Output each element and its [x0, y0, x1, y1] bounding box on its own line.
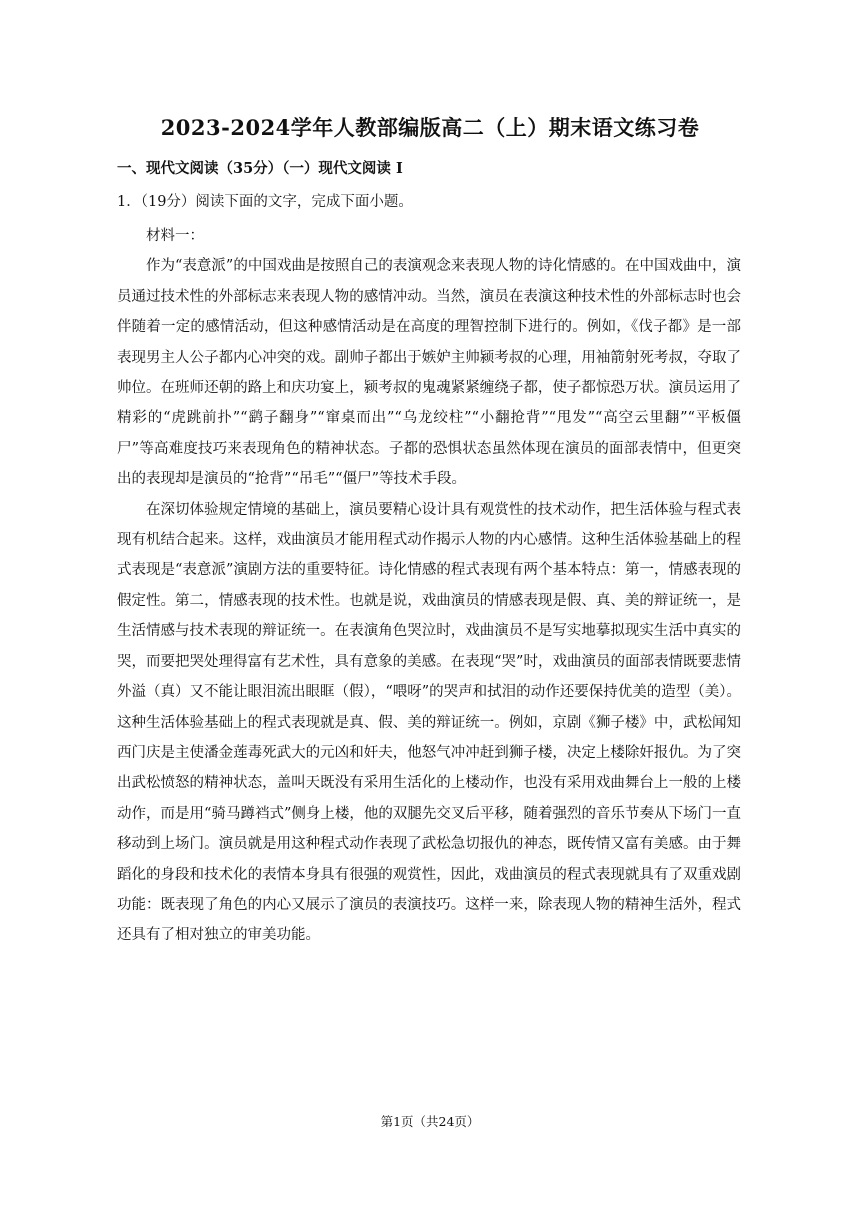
- passage-body: [117, 221, 741, 951]
- paragraph-1: 作为“表意派”的中国戏曲是按照自己的表演观念来表现人物的诗化情感的。在中国戏曲中，演员通过技术性的外部标志来表现人物的感情冲动。当然，演员在表演这种技术性的外部标志时也会伴随着一定的感情活动，但这种感情活动是在高度的理智控制下进行的。例如，《伐子都》是一部表现男主人公子都内心冲突的戏。副帅子都出于嫉妒主帅颍考叔的心理，用袖箭射死考叔，夺取了帅位。在班师还朝的路上和庆功宴上，颍考叔的鬼魂紧紧缠绕子都，使子都惊恐万状。演员运用了精彩的“虎跳前扑”“鹞子翻身”“窜桌而出”“乌龙绞柱”“小翻抢背”“甩发”“高空云里翻”“平板僵尸”等高难度技巧来表现角色的精神状态。子都的恐惧状态虽然体现在演员的面部表情中，但更突出的表现却是演员的“抢背”“吊毛”“僵尸”等技术手段。: [117, 258, 741, 488]
- section-heading: 一、现代文阅读（35分）（一）现代文阅读 I: [117, 160, 403, 177]
- page-footer: 第1页（共24页）: [380, 1114, 480, 1129]
- paragraph-2: 在深切体验规定情境的基础上，演员要精心设计具有观赏性的技术动作，把生活体验与程式表现有机结合起来。这样，戏曲演员才能用程式动作揭示人物的内心感情。这种生活体验基础上的程式表现是“表意派”演剧方法的重要特征。诗化情感的程式表现有两个基本特点：第一，情感表现的假定性。第二，情感表现的技术性。也就是说，戏曲演员的情感表现是假、真、美的辩证统一，是生活情感与技术表现的辩证统一。在表演角色哭泣时，戏曲演员不是写实地摹拟现实生活中真实的哭，而要把哭处理得富有艺术性，具有意象的美感。在表现“哭”时，戏曲演员的面部表情既要悲情外溢（真）又不能让眼泪流出眼眶（假），“喂呀”的哭声和拭泪的动作还要保持优美的造型（美）。这种生活体验基础上的程式表现就是真、假、美的辩证统一。例如，京剧《狮子楼》中，武松闻知西门庆是主使潘金莲毒死武大的元凶和奸夫，他怒气冲冲赶到狮子楼，决定上楼除奸报仇。为了突出武松愤怒的精神状态，盖叫天既没有采用生活化的上楼动作，也没有采用戏曲舞台上一般的上楼动作，而是用“骑马蹲裆式”侧身上楼，他的双腿先交叉后平移，随着强烈的音乐节奏从下场门一直移动到上场门。演员就是用这种程式动作表现了武松急切报仇的神态，既传情又富有美感。由于舞蹈化的身段和技术化的表情本身具有很强的观赏性，因此，戏曲演员的程式表现就具有了双重戏剧功能：既表现了角色的内心又展示了演员的表演技巧。这样一来，除表现人物的精神生活外，程式还具有了相对独立的审美功能。: [117, 501, 741, 944]
- question-line: 1．（19分）阅读下面的文字，完成下面小题。: [117, 194, 413, 210]
- document-title: 2023-2024学年人教部编版高二（上）期末语文练习卷: [160, 115, 700, 140]
- material-label: 材料一：: [146, 228, 204, 244]
